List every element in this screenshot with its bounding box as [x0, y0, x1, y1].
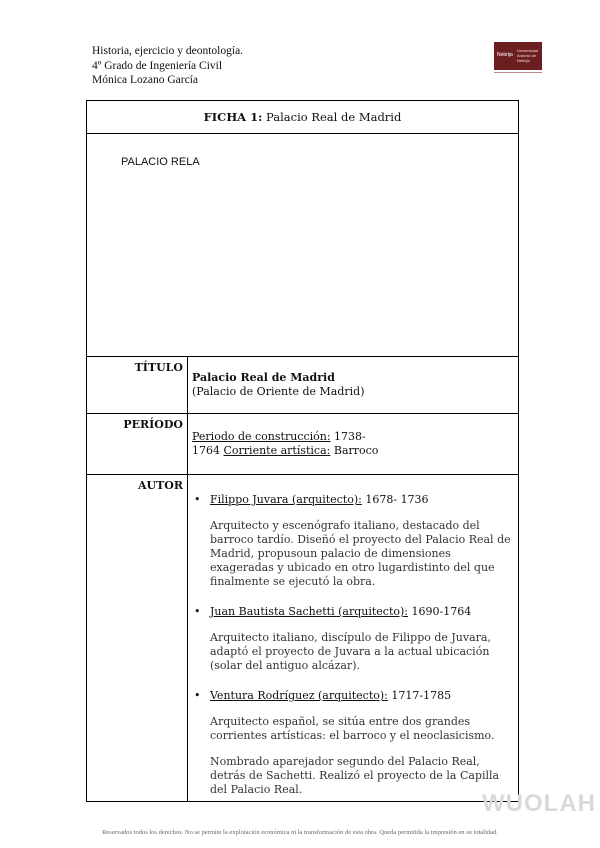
periodo-end: 1764 [192, 444, 224, 457]
periodo-key: Periodo de construcción: [192, 430, 331, 443]
author-dates: 1717-1785 [387, 689, 452, 702]
copyright-footer: Reservados todos los derechos. No se permite la explotación económica ni la transformación de esta obra. Queda permitida la impresión en su totalidad. [102, 829, 498, 836]
titulo-alt: (Palacio de Oriente de Madrid) [192, 385, 365, 398]
titulo-main: Palacio Real de Madrid [192, 371, 335, 384]
author-name: Filippo Juvara (arquitecto): [210, 493, 362, 506]
logo-underline [494, 72, 542, 73]
author-item [192, 605, 512, 619]
author-description: Nombrado aparejador segundo del Palacio Real, detrás de Sachetti. Realizó el proyecto de la Capilla del Palacio Real. [210, 755, 500, 796]
wuolah-watermark: WUOLAH [482, 790, 596, 817]
periodo-line2 [192, 444, 512, 458]
ficha-title [87, 101, 519, 134]
titulo-label: TÍTULO [87, 357, 188, 414]
author-name: Mónica Lozano García [92, 74, 199, 86]
image-area [87, 134, 519, 357]
author-description: Arquitecto italiano, discípulo de Filippo de Juvara, adaptó el proyecto de Juvara a la actual ubicación (solar del antiguo alcázar). [210, 631, 491, 672]
periodo-start: 1738- [330, 430, 366, 443]
corriente-value: Barroco [330, 444, 379, 457]
author-name: Juan Bautista Sachetti (arquitecto): [210, 605, 409, 618]
author-description: Arquitecto y escenógrafo italiano, destacado del barroco tardío. Diseñó el proyecto del Palacio Real de Madrid, propusoun palacio de dimensiones exageradas y ubicado en otro lugardistinto del que finalmente se ejecutó la obra. [210, 519, 511, 588]
image-caption: PALACIO RELA [121, 156, 200, 168]
course-title: Historia, ejercicio y deontología. [92, 45, 244, 57]
periodo-label: PERÍODO [87, 414, 188, 475]
ficha-table [86, 100, 519, 802]
logo-brand: Nebrija [497, 52, 513, 58]
degree-line: 4º Grado de Ingeniería Civil [92, 59, 223, 72]
titulo-content [188, 357, 519, 414]
periodo-content [188, 414, 519, 475]
author-description: Arquitecto español, se sitúa entre dos grandes corrientes artísticas: el barroco y el neoclasicismo. [210, 715, 495, 742]
periodo-line1 [192, 430, 512, 444]
ficha-number: FICHA 1: [203, 110, 263, 124]
ficha-title-text: Palacio Real de Madrid [262, 110, 402, 124]
author-name: Ventura Rodríguez (arquitecto): [210, 689, 388, 702]
document-header [92, 44, 243, 88]
author-item [192, 493, 512, 507]
author-dates: 1678- 1736 [361, 493, 429, 506]
author-dates: 1690-1764 [408, 605, 472, 618]
university-logo [494, 42, 542, 70]
logo-text: Universidad Antonio de Nebrija [517, 48, 539, 63]
corriente-key: Corriente artística: [223, 444, 331, 457]
autor-content [188, 475, 519, 802]
autor-label: AUTOR [87, 475, 188, 802]
author-item [192, 689, 512, 703]
